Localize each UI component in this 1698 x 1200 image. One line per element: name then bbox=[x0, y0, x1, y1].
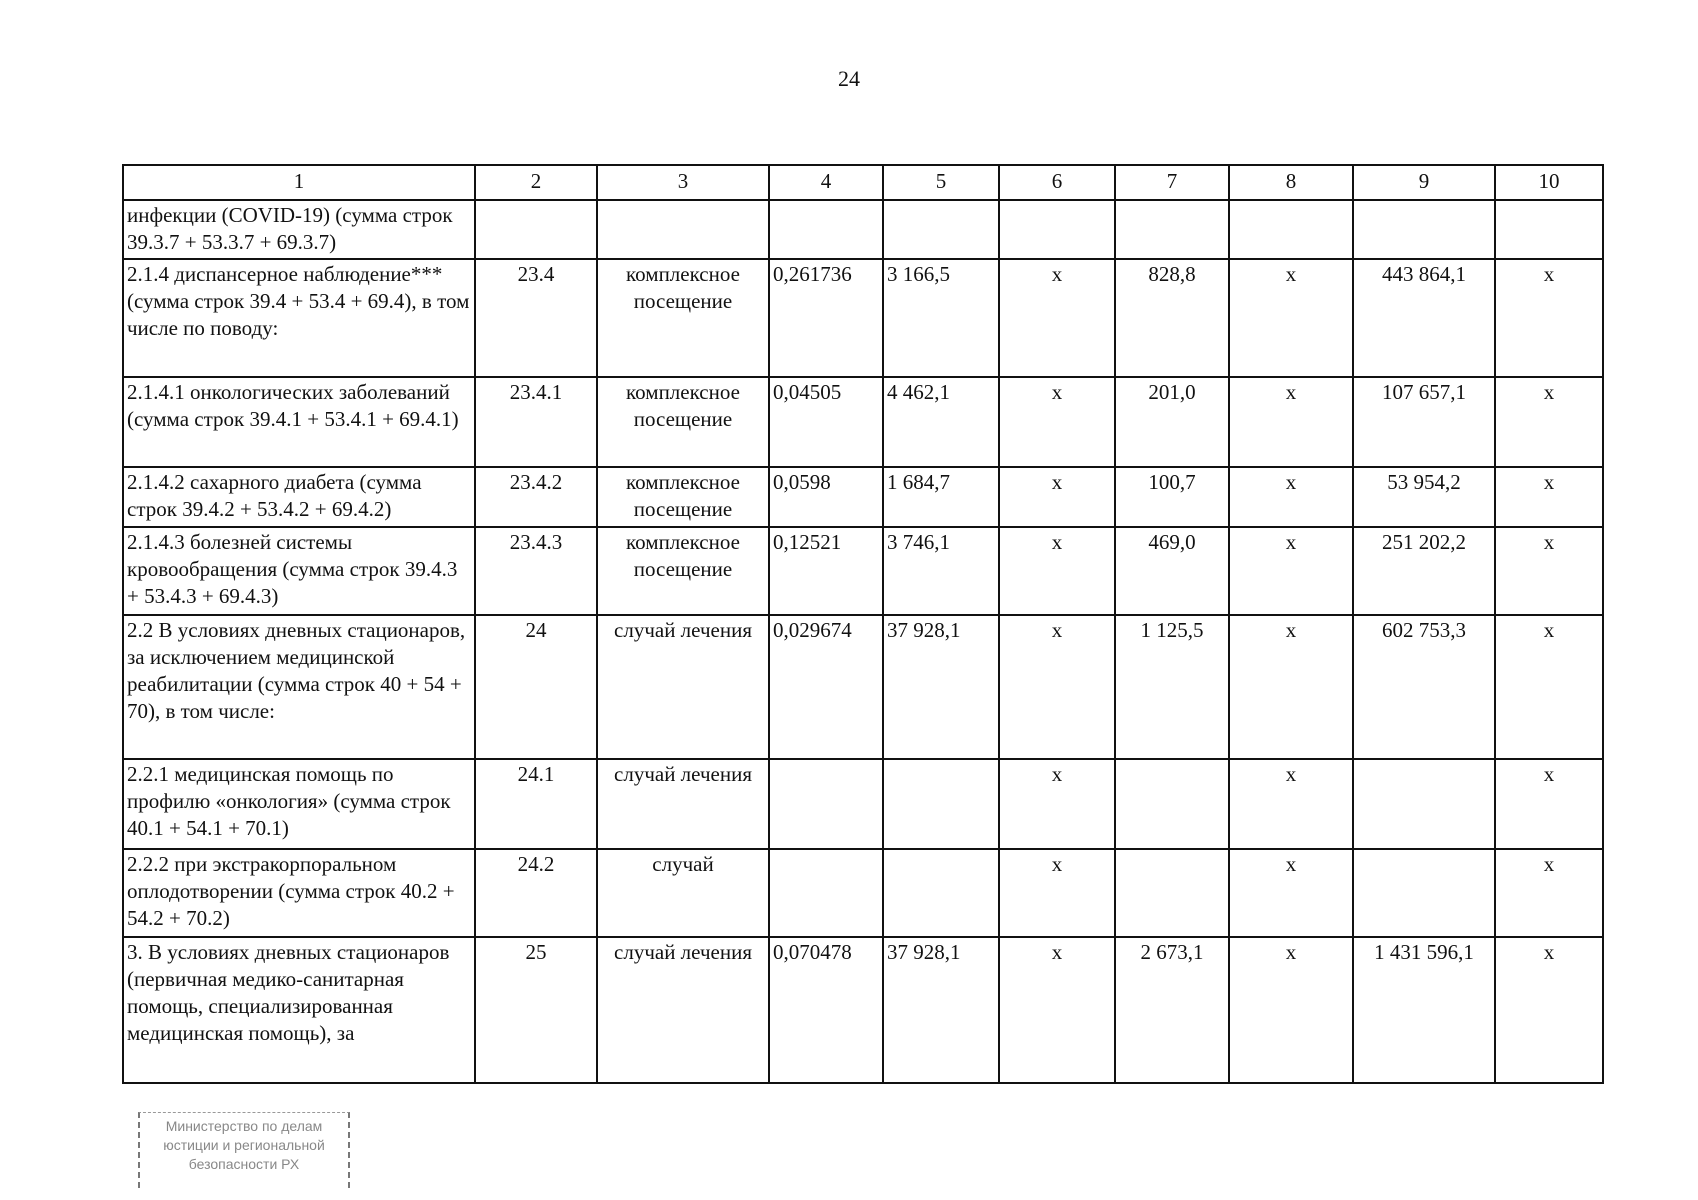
cell-col7: 1 125,5 bbox=[1115, 615, 1229, 759]
unit-cell: комплексное посещение bbox=[597, 527, 769, 615]
table-row bbox=[123, 200, 1603, 259]
row-number-cell: 23.4.2 bbox=[475, 467, 597, 527]
standard-cell: 0,04505 bbox=[769, 377, 883, 467]
cell-col9 bbox=[1353, 200, 1495, 259]
page-number: 24 bbox=[838, 66, 860, 91]
column-header: 9 bbox=[1353, 165, 1495, 200]
cost-cell: 37 928,1 bbox=[883, 615, 999, 759]
table-row bbox=[123, 527, 1603, 615]
cell-col6: x bbox=[999, 937, 1115, 1083]
unit-cell: случай bbox=[597, 849, 769, 937]
column-header: 3 bbox=[597, 165, 769, 200]
cell-col7 bbox=[1115, 849, 1229, 937]
standard-cell: 0,12521 bbox=[769, 527, 883, 615]
cost-cell: 3 166,5 bbox=[883, 259, 999, 377]
row-number-cell: 23.4 bbox=[475, 259, 597, 377]
standard-cell: 0,0598 bbox=[769, 467, 883, 527]
row-label-cell: 2.2.1 медицинская помощь по профилю «онкология» (сумма строк 40.1 + 54.1 + 70.1) bbox=[123, 759, 475, 849]
cell-col7 bbox=[1115, 200, 1229, 259]
row-label-cell: 2.2 В условиях дневных стационаров, за исключением медицинской реабилитации (сумма строк 40 + 54 + 70), в том числе: bbox=[123, 615, 475, 759]
cell-col6: x bbox=[999, 849, 1115, 937]
cell-col10: x bbox=[1495, 527, 1603, 615]
row-label-cell: 2.2.2 при экстракорпоральном оплодотворении (сумма строк 40.2 + 54.2 + 70.2) bbox=[123, 849, 475, 937]
column-header: 1 bbox=[123, 165, 475, 200]
row-label-cell: 2.1.4.1 онкологических заболеваний (сумма строк 39.4.1 + 53.4.1 + 69.4.1) bbox=[123, 377, 475, 467]
cell-col7: 469,0 bbox=[1115, 527, 1229, 615]
row-number-cell: 23.4.1 bbox=[475, 377, 597, 467]
cost-cell: 4 462,1 bbox=[883, 377, 999, 467]
column-header: 6 bbox=[999, 165, 1115, 200]
standard-cell: 0,029674 bbox=[769, 615, 883, 759]
column-header: 4 bbox=[769, 165, 883, 200]
row-number-cell bbox=[475, 200, 597, 259]
column-header: 10 bbox=[1495, 165, 1603, 200]
cell-col9: 443 864,1 bbox=[1353, 259, 1495, 377]
table-row bbox=[123, 615, 1603, 759]
cell-col9: 1 431 596,1 bbox=[1353, 937, 1495, 1083]
unit-cell bbox=[597, 200, 769, 259]
ministry-stamp bbox=[138, 1112, 350, 1188]
cell-col7: 201,0 bbox=[1115, 377, 1229, 467]
cell-col10: x bbox=[1495, 615, 1603, 759]
cost-cell bbox=[883, 849, 999, 937]
cell-col10: x bbox=[1495, 377, 1603, 467]
cell-col8 bbox=[1229, 200, 1353, 259]
cell-col9: 602 753,3 bbox=[1353, 615, 1495, 759]
cell-col8: x bbox=[1229, 937, 1353, 1083]
standard-cell bbox=[769, 200, 883, 259]
column-header: 2 bbox=[475, 165, 597, 200]
cell-col10: x bbox=[1495, 937, 1603, 1083]
standard-cell: 0,261736 bbox=[769, 259, 883, 377]
cell-col8: x bbox=[1229, 759, 1353, 849]
row-label-cell: 3. В условиях дневных стационаров (первичная медико-санитарная помощь, специализированная медицинская помощь), за bbox=[123, 937, 475, 1083]
cell-col8: x bbox=[1229, 377, 1353, 467]
standard-cell bbox=[769, 849, 883, 937]
cell-col8: x bbox=[1229, 527, 1353, 615]
cost-cell: 3 746,1 bbox=[883, 527, 999, 615]
row-label-cell: 2.1.4.2 сахарного диабета (сумма строк 39.4.2 + 53.4.2 + 69.4.2) bbox=[123, 467, 475, 527]
cell-col7: 2 673,1 bbox=[1115, 937, 1229, 1083]
cell-col9 bbox=[1353, 759, 1495, 849]
standard-cell bbox=[769, 759, 883, 849]
row-number-cell: 24.2 bbox=[475, 849, 597, 937]
table-row bbox=[123, 467, 1603, 527]
table-row bbox=[123, 849, 1603, 937]
cell-col9: 107 657,1 bbox=[1353, 377, 1495, 467]
cell-col7: 828,8 bbox=[1115, 259, 1229, 377]
unit-cell: случай лечения bbox=[597, 615, 769, 759]
stamp-line: безопасности РХ bbox=[188, 1156, 300, 1172]
cost-cell bbox=[883, 759, 999, 849]
table-row bbox=[123, 937, 1603, 1083]
row-label-cell: 2.1.4.3 болезней системы кровообращения (сумма строк 39.4.3 + 53.4.3 + 69.4.3) bbox=[123, 527, 475, 615]
cell-col10 bbox=[1495, 200, 1603, 259]
cell-col6: x bbox=[999, 759, 1115, 849]
cell-col9 bbox=[1353, 849, 1495, 937]
row-number-cell: 23.4.3 bbox=[475, 527, 597, 615]
cell-col6: x bbox=[999, 527, 1115, 615]
data-table bbox=[122, 164, 1604, 1084]
table-header-row bbox=[123, 165, 1603, 200]
cell-col10: x bbox=[1495, 849, 1603, 937]
cell-col8: x bbox=[1229, 259, 1353, 377]
row-number-cell: 25 bbox=[475, 937, 597, 1083]
row-label-cell: инфекции (COVID-19) (сумма строк 39.3.7 + 53.3.7 + 69.3.7) bbox=[123, 200, 475, 259]
cell-col6: x bbox=[999, 259, 1115, 377]
cell-col6: x bbox=[999, 467, 1115, 527]
table-row bbox=[123, 377, 1603, 467]
cell-col7: 100,7 bbox=[1115, 467, 1229, 527]
cost-cell: 1 684,7 bbox=[883, 467, 999, 527]
unit-cell: случай лечения bbox=[597, 759, 769, 849]
stamp-line: Министерство по делам bbox=[165, 1118, 323, 1134]
cell-col6: x bbox=[999, 615, 1115, 759]
cell-col7 bbox=[1115, 759, 1229, 849]
column-header: 5 bbox=[883, 165, 999, 200]
cell-col10: x bbox=[1495, 467, 1603, 527]
unit-cell: комплексное посещение bbox=[597, 377, 769, 467]
cell-col6: x bbox=[999, 377, 1115, 467]
row-number-cell: 24.1 bbox=[475, 759, 597, 849]
cost-cell: 37 928,1 bbox=[883, 937, 999, 1083]
cell-col10: x bbox=[1495, 259, 1603, 377]
cell-col8: x bbox=[1229, 615, 1353, 759]
table-row bbox=[123, 759, 1603, 849]
cost-cell bbox=[883, 200, 999, 259]
cell-col9: 53 954,2 bbox=[1353, 467, 1495, 527]
cell-col10: x bbox=[1495, 759, 1603, 849]
unit-cell: комплексное посещение bbox=[597, 467, 769, 527]
column-header: 7 bbox=[1115, 165, 1229, 200]
cell-col9: 251 202,2 bbox=[1353, 527, 1495, 615]
stamp-line: юстиции и региональной bbox=[163, 1137, 325, 1153]
unit-cell: комплексное посещение bbox=[597, 259, 769, 377]
row-label-cell: 2.1.4 диспансерное наблюдение*** (сумма строк 39.4 + 53.4 + 69.4), в том числе по поводу: bbox=[123, 259, 475, 377]
standard-cell: 0,070478 bbox=[769, 937, 883, 1083]
cell-col8: x bbox=[1229, 467, 1353, 527]
unit-cell: случай лечения bbox=[597, 937, 769, 1083]
cell-col6 bbox=[999, 200, 1115, 259]
table-row bbox=[123, 259, 1603, 377]
row-number-cell: 24 bbox=[475, 615, 597, 759]
cell-col8: x bbox=[1229, 849, 1353, 937]
column-header: 8 bbox=[1229, 165, 1353, 200]
